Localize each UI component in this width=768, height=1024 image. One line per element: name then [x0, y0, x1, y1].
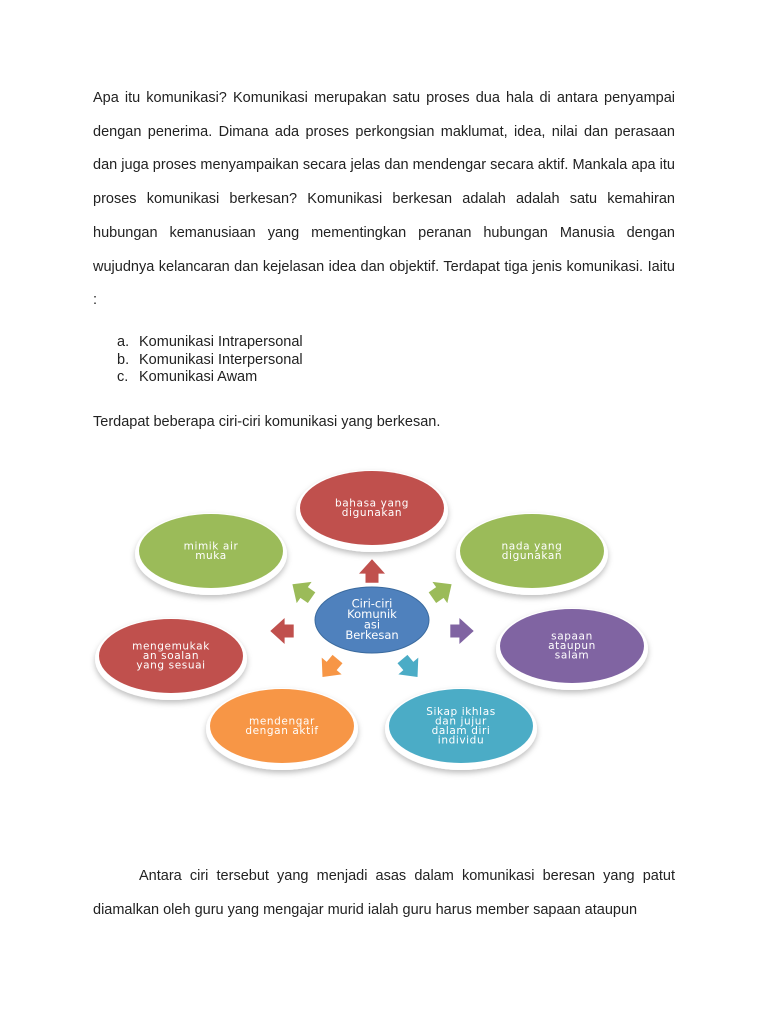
node-top-text-line: digunakan: [341, 506, 403, 519]
center-node: [315, 587, 429, 653]
arrow-right-icon: [450, 618, 473, 644]
list-item: [93, 369, 493, 387]
arrow-left-icon: [270, 618, 293, 644]
node-right: [496, 608, 648, 690]
node-bottom-left-text-line: mendengar: [249, 715, 315, 728]
list-item-text: Komunikasi Awam: [139, 369, 258, 385]
node-right-text-line: ataupun: [548, 640, 596, 652]
node-bottom-left: [206, 688, 358, 770]
arrow-top-right-icon: [425, 574, 459, 609]
list-item: [93, 352, 493, 370]
node-left-text-line: an soalan: [142, 650, 200, 662]
node-bottom-right-text-line: dalam diri: [431, 724, 491, 737]
closing-paragraph: [93, 860, 675, 927]
node-bottom-left-text-line: dengan aktif: [245, 724, 319, 737]
arrow-bottom-left-icon: [313, 651, 348, 686]
arrow-top-icon: [359, 559, 385, 582]
arrow-bottom-right-icon: [393, 651, 428, 686]
node-top: [296, 470, 448, 552]
node-right-text-line: salam: [554, 649, 590, 662]
node-bottom-right: [385, 688, 537, 770]
node-left-text-line: yang sesuai: [136, 659, 206, 672]
node-top-right: [456, 513, 608, 595]
center-node-text-line: asi: [363, 617, 381, 632]
node-right-text-line: sapaan: [551, 630, 593, 643]
list-item-text: Komunikasi Interpersonal: [139, 351, 303, 368]
closing-paragraph-text: Antara ciri tersebut yang menjadi asas dalam komunikasi beresan yang patut diamalkan oleh guru yang mengajar murid ialah guru harus member sapaan ataupun: [93, 868, 675, 918]
node-bottom-right-text-line: individu: [437, 734, 485, 747]
node-top-left-text-line: muka: [195, 549, 227, 562]
characteristics-intro: Terdapat beberapa ciri-ciri komunikasi yang berkesan.: [93, 414, 441, 430]
node-left: [95, 618, 247, 700]
node-top-left: [135, 513, 287, 595]
node-top-text-line: bahasa yang: [335, 497, 409, 510]
list-marker: c.: [117, 369, 129, 385]
intro-paragraph: Apa itu komunikasi? Komunikasi merupakan satu proses dua hala di antara penyampai dengan penerima. Dimana ada proses perkongsian maklumat, idea, nilai dan perasaan dan juga proses menyampaikan secara jelas dan mendengar secara aktif. Mankala apa itu proses komunikasi berkesan? Komunikasi berkesan adalah adalah satu kemahiran hubungan kemanusiaan yang mementingkan peranan hubungan Manusia dengan wujudnya kelancaran dan kejelasan idea dan objektif. Terdapat tiga jenis komunikasi. Iaitu :: [93, 90, 675, 309]
arrow-top-left-icon: [285, 574, 319, 609]
communication-types-list: [93, 334, 493, 387]
list-marker: b.: [117, 351, 130, 368]
node-bottom-right-text-line: Sikap ikhlas: [426, 705, 496, 718]
list-item: [93, 334, 493, 352]
center-node-text-line: Komunik: [347, 606, 397, 621]
list-item-text: Komunikasi Intrapersonal: [139, 334, 303, 350]
node-top-right-text-line: digunakan: [501, 549, 563, 562]
center-node-text-line: Ciri-ciri: [351, 596, 393, 611]
node-bottom-right-text-line: dan jujur: [435, 715, 487, 728]
node-left-text-line: mengemukak: [132, 640, 210, 653]
node-top-left-text-line: mimik air: [183, 540, 239, 553]
characteristics-diagram: [0, 440, 768, 820]
list-marker: a.: [117, 334, 130, 350]
node-top-right-text-line: nada yang: [501, 540, 563, 553]
center-node-text-line: Berkesan: [345, 627, 399, 642]
